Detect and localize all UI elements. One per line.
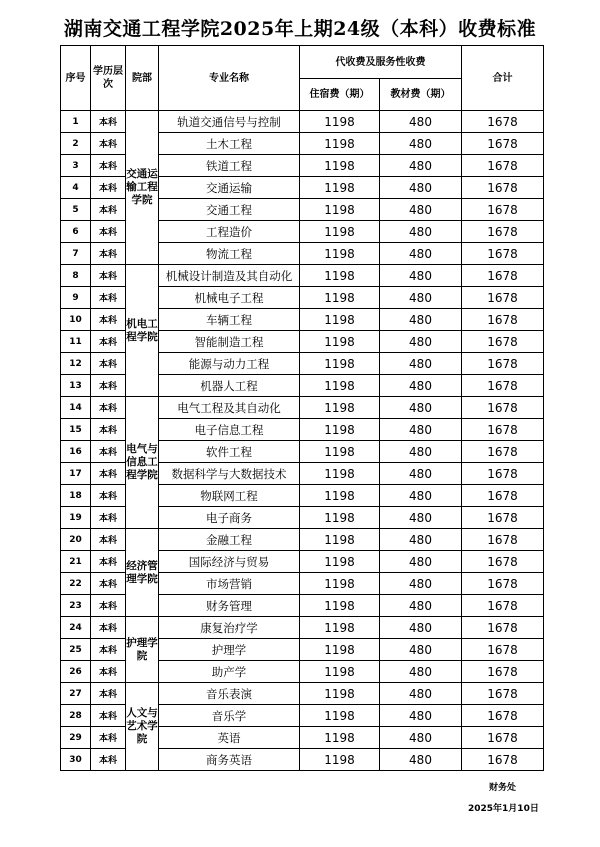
school-cell: 电气与信息工程学院 xyxy=(126,397,159,529)
col-header-level: 学历层次 xyxy=(91,46,126,111)
row-total: 1678 xyxy=(462,243,544,265)
col-header-textbook: 教材费（期） xyxy=(380,79,462,111)
row-major: 机器人工程 xyxy=(159,375,300,397)
row-index: 21 xyxy=(61,551,91,573)
row-total: 1678 xyxy=(462,705,544,727)
row-index: 16 xyxy=(61,441,91,463)
row-major: 车辆工程 xyxy=(159,309,300,331)
row-total: 1678 xyxy=(462,375,544,397)
row-major: 数据科学与大数据技术 xyxy=(159,463,300,485)
row-index: 18 xyxy=(61,485,91,507)
row-lodging: 1198 xyxy=(300,595,380,617)
col-header-group: 代收费及服务性收费 xyxy=(300,46,462,79)
row-total: 1678 xyxy=(462,419,544,441)
row-level: 本科 xyxy=(91,727,126,749)
row-major: 音乐学 xyxy=(159,705,300,727)
row-total: 1678 xyxy=(462,507,544,529)
row-lodging: 1198 xyxy=(300,683,380,705)
row-total: 1678 xyxy=(462,331,544,353)
school-cell: 机电工程学院 xyxy=(126,265,159,397)
row-lodging: 1198 xyxy=(300,397,380,419)
row-total: 1678 xyxy=(462,287,544,309)
row-total: 1678 xyxy=(462,639,544,661)
row-index: 26 xyxy=(61,661,91,683)
footer-dept: 财务处 xyxy=(489,783,517,793)
col-header-index: 序号 xyxy=(61,46,91,111)
row-total: 1678 xyxy=(462,617,544,639)
row-major: 能源与动力工程 xyxy=(159,353,300,375)
row-major: 康复治疗学 xyxy=(159,617,300,639)
row-level: 本科 xyxy=(91,375,126,397)
row-lodging: 1198 xyxy=(300,727,380,749)
row-index: 25 xyxy=(61,639,91,661)
row-total: 1678 xyxy=(462,265,544,287)
row-total: 1678 xyxy=(462,727,544,749)
row-index: 24 xyxy=(61,617,91,639)
row-level: 本科 xyxy=(91,551,126,573)
row-level: 本科 xyxy=(91,617,126,639)
row-major: 物流工程 xyxy=(159,243,300,265)
row-lodging: 1198 xyxy=(300,287,380,309)
row-lodging: 1198 xyxy=(300,265,380,287)
row-lodging: 1198 xyxy=(300,551,380,573)
row-lodging: 1198 xyxy=(300,617,380,639)
row-textbook: 480 xyxy=(380,705,462,727)
row-total: 1678 xyxy=(462,749,544,771)
row-textbook: 480 xyxy=(380,529,462,551)
school-cell: 经济管理学院 xyxy=(126,529,159,617)
row-level: 本科 xyxy=(91,683,126,705)
row-textbook: 480 xyxy=(380,727,462,749)
row-major: 财务管理 xyxy=(159,595,300,617)
row-level: 本科 xyxy=(91,705,126,727)
row-lodging: 1198 xyxy=(300,331,380,353)
row-major: 金融工程 xyxy=(159,529,300,551)
row-level: 本科 xyxy=(91,133,126,155)
row-lodging: 1198 xyxy=(300,661,380,683)
row-total: 1678 xyxy=(462,441,544,463)
row-level: 本科 xyxy=(91,441,126,463)
row-level: 本科 xyxy=(91,155,126,177)
row-major: 英语 xyxy=(159,727,300,749)
table-row xyxy=(61,397,544,419)
row-level: 本科 xyxy=(91,265,126,287)
table-row xyxy=(61,617,544,639)
row-major: 铁道工程 xyxy=(159,155,300,177)
row-major: 智能制造工程 xyxy=(159,331,300,353)
row-major: 商务英语 xyxy=(159,749,300,771)
row-index: 11 xyxy=(61,331,91,353)
row-index: 30 xyxy=(61,749,91,771)
row-lodging: 1198 xyxy=(300,155,380,177)
row-textbook: 480 xyxy=(380,463,462,485)
row-major: 护理学 xyxy=(159,639,300,661)
row-total: 1678 xyxy=(462,485,544,507)
row-total: 1678 xyxy=(462,551,544,573)
col-header-lodging: 住宿费（期） xyxy=(300,79,380,111)
row-index: 7 xyxy=(61,243,91,265)
row-index: 3 xyxy=(61,155,91,177)
row-lodging: 1198 xyxy=(300,353,380,375)
row-index: 28 xyxy=(61,705,91,727)
row-lodging: 1198 xyxy=(300,441,380,463)
row-lodging: 1198 xyxy=(300,749,380,771)
row-lodging: 1198 xyxy=(300,111,380,133)
row-index: 8 xyxy=(61,265,91,287)
row-index: 13 xyxy=(61,375,91,397)
row-major: 电子信息工程 xyxy=(159,419,300,441)
row-index: 29 xyxy=(61,727,91,749)
page-title: 湖南交通工程学院2025年上期24级（本科）收费标准 xyxy=(63,18,537,40)
row-textbook: 480 xyxy=(380,265,462,287)
table-row xyxy=(61,265,544,287)
row-major: 机械电子工程 xyxy=(159,287,300,309)
row-textbook: 480 xyxy=(380,309,462,331)
row-level: 本科 xyxy=(91,199,126,221)
row-lodging: 1198 xyxy=(300,221,380,243)
row-textbook: 480 xyxy=(380,573,462,595)
row-lodging: 1198 xyxy=(300,133,380,155)
row-index: 22 xyxy=(61,573,91,595)
row-major: 交通运输 xyxy=(159,177,300,199)
row-textbook: 480 xyxy=(380,397,462,419)
row-major: 助产学 xyxy=(159,661,300,683)
row-index: 12 xyxy=(61,353,91,375)
row-lodging: 1198 xyxy=(300,243,380,265)
row-level: 本科 xyxy=(91,529,126,551)
row-total: 1678 xyxy=(462,573,544,595)
row-textbook: 480 xyxy=(380,749,462,771)
row-textbook: 480 xyxy=(380,221,462,243)
row-lodging: 1198 xyxy=(300,705,380,727)
row-index: 6 xyxy=(61,221,91,243)
row-textbook: 480 xyxy=(380,419,462,441)
row-level: 本科 xyxy=(91,243,126,265)
row-total: 1678 xyxy=(462,397,544,419)
row-lodging: 1198 xyxy=(300,419,380,441)
row-textbook: 480 xyxy=(380,485,462,507)
row-level: 本科 xyxy=(91,111,126,133)
row-textbook: 480 xyxy=(380,441,462,463)
row-index: 5 xyxy=(61,199,91,221)
row-textbook: 480 xyxy=(380,331,462,353)
row-textbook: 480 xyxy=(380,287,462,309)
row-index: 1 xyxy=(61,111,91,133)
row-total: 1678 xyxy=(462,683,544,705)
row-textbook: 480 xyxy=(380,199,462,221)
row-total: 1678 xyxy=(462,155,544,177)
row-level: 本科 xyxy=(91,353,126,375)
row-level: 本科 xyxy=(91,331,126,353)
row-level: 本科 xyxy=(91,177,126,199)
row-total: 1678 xyxy=(462,661,544,683)
row-major: 轨道交通信号与控制 xyxy=(159,111,300,133)
table-row xyxy=(61,529,544,551)
row-index: 19 xyxy=(61,507,91,529)
footer-date: 2025年1月10日 xyxy=(468,804,539,814)
school-cell: 交通运输工程学院 xyxy=(126,111,159,265)
row-major: 物联网工程 xyxy=(159,485,300,507)
row-index: 27 xyxy=(61,683,91,705)
col-header-school: 院部 xyxy=(126,46,159,111)
row-major: 软件工程 xyxy=(159,441,300,463)
row-index: 15 xyxy=(61,419,91,441)
row-major: 国际经济与贸易 xyxy=(159,551,300,573)
row-lodging: 1198 xyxy=(300,529,380,551)
row-index: 20 xyxy=(61,529,91,551)
table-row xyxy=(61,683,544,705)
row-major: 市场营销 xyxy=(159,573,300,595)
row-textbook: 480 xyxy=(380,133,462,155)
row-textbook: 480 xyxy=(380,155,462,177)
row-lodging: 1198 xyxy=(300,507,380,529)
row-textbook: 480 xyxy=(380,243,462,265)
row-lodging: 1198 xyxy=(300,309,380,331)
row-major: 工程造价 xyxy=(159,221,300,243)
row-total: 1678 xyxy=(462,177,544,199)
row-textbook: 480 xyxy=(380,375,462,397)
row-total: 1678 xyxy=(462,133,544,155)
row-level: 本科 xyxy=(91,749,126,771)
fee-table-body xyxy=(61,111,544,771)
row-index: 4 xyxy=(61,177,91,199)
col-header-major: 专业名称 xyxy=(159,46,300,111)
fee-table xyxy=(60,45,544,771)
school-cell: 护理学院 xyxy=(126,617,159,683)
row-level: 本科 xyxy=(91,639,126,661)
row-index: 9 xyxy=(61,287,91,309)
row-total: 1678 xyxy=(462,221,544,243)
row-index: 2 xyxy=(61,133,91,155)
row-lodging: 1198 xyxy=(300,463,380,485)
row-lodging: 1198 xyxy=(300,177,380,199)
row-index: 10 xyxy=(61,309,91,331)
row-index: 17 xyxy=(61,463,91,485)
row-textbook: 480 xyxy=(380,507,462,529)
row-lodging: 1198 xyxy=(300,199,380,221)
row-textbook: 480 xyxy=(380,551,462,573)
row-textbook: 480 xyxy=(380,595,462,617)
row-lodging: 1198 xyxy=(300,639,380,661)
row-textbook: 480 xyxy=(380,661,462,683)
row-level: 本科 xyxy=(91,287,126,309)
row-level: 本科 xyxy=(91,573,126,595)
row-textbook: 480 xyxy=(380,353,462,375)
row-index: 14 xyxy=(61,397,91,419)
row-lodging: 1198 xyxy=(300,375,380,397)
row-level: 本科 xyxy=(91,507,126,529)
row-major: 电子商务 xyxy=(159,507,300,529)
row-major: 音乐表演 xyxy=(159,683,300,705)
header-row xyxy=(61,46,544,79)
row-total: 1678 xyxy=(462,111,544,133)
row-textbook: 480 xyxy=(380,111,462,133)
col-header-total: 合计 xyxy=(462,46,544,111)
row-major: 土木工程 xyxy=(159,133,300,155)
row-total: 1678 xyxy=(462,353,544,375)
row-level: 本科 xyxy=(91,595,126,617)
row-major: 交通工程 xyxy=(159,199,300,221)
row-major: 机械设计制造及其自动化 xyxy=(159,265,300,287)
row-total: 1678 xyxy=(462,199,544,221)
row-textbook: 480 xyxy=(380,177,462,199)
row-level: 本科 xyxy=(91,221,126,243)
row-textbook: 480 xyxy=(380,617,462,639)
row-level: 本科 xyxy=(91,661,126,683)
row-major: 电气工程及其自动化 xyxy=(159,397,300,419)
row-level: 本科 xyxy=(91,485,126,507)
row-total: 1678 xyxy=(462,463,544,485)
row-textbook: 480 xyxy=(380,639,462,661)
row-level: 本科 xyxy=(91,397,126,419)
row-level: 本科 xyxy=(91,309,126,331)
row-level: 本科 xyxy=(91,419,126,441)
table-row xyxy=(61,111,544,133)
row-textbook: 480 xyxy=(380,683,462,705)
row-total: 1678 xyxy=(462,595,544,617)
row-total: 1678 xyxy=(462,529,544,551)
row-lodging: 1198 xyxy=(300,573,380,595)
row-index: 23 xyxy=(61,595,91,617)
row-total: 1678 xyxy=(462,309,544,331)
school-cell: 人文与艺术学院 xyxy=(126,683,159,771)
row-lodging: 1198 xyxy=(300,485,380,507)
row-level: 本科 xyxy=(91,463,126,485)
